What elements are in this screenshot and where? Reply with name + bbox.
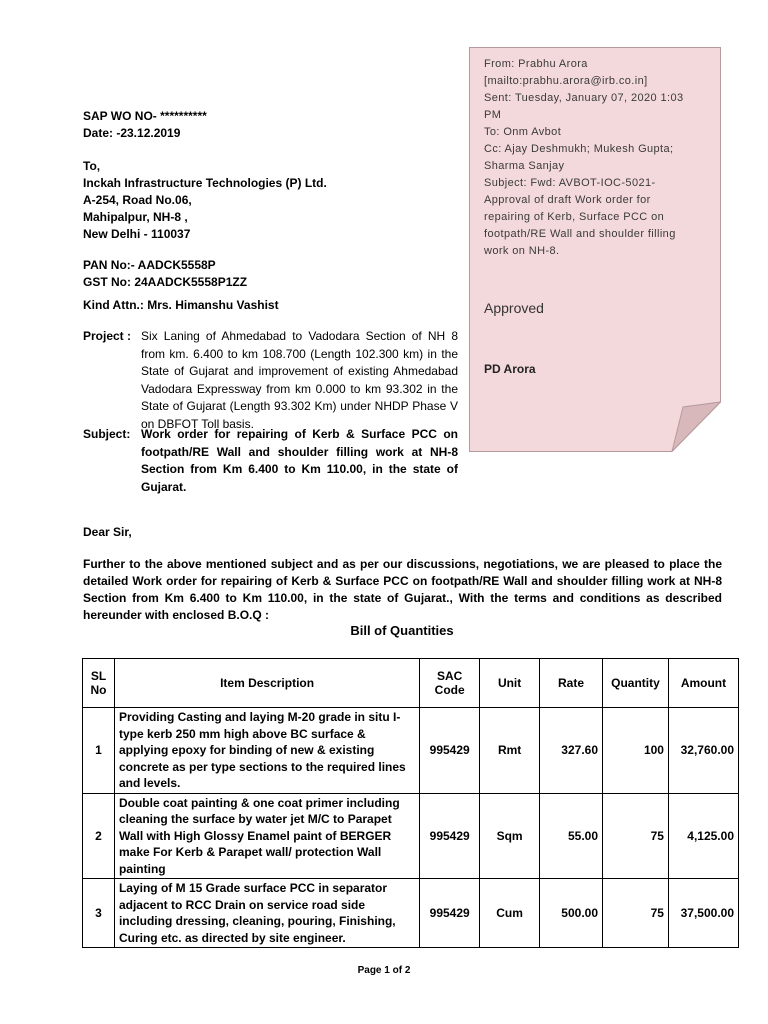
project-description: Six Laning of Ahmedabad to Vadodara Section of NH 8 from km. 6.400 to km 108.700 (Length 102.300 km) in the State of Gujarat and improvement of existing Ahmedabad Vadodara Expressway from km 0.000 to km 93.302 in the State of Gujarat (Length 93.302 Km) under NHDP Phase V on DBFOT Toll basis.: [141, 329, 458, 431]
email-cc-cont: Sharma Sanjay: [484, 160, 565, 172]
email-to: To: Onm Avbot: [484, 126, 562, 138]
cell-unit: Sqm: [480, 793, 540, 879]
approver-signature: PD Arora: [484, 362, 536, 376]
email-sent: Sent: Tuesday, January 07, 2020 1:03: [484, 92, 684, 104]
email-header-text: [484, 56, 712, 260]
address-line: Mahipalpur, NH-8 ,: [83, 210, 188, 224]
table-row: [83, 793, 739, 879]
header-rate: Rate: [540, 659, 603, 708]
email-mailto: [mailto:prabhu.arora@irb.co.in]: [484, 75, 648, 87]
boq-title: Bill of Quantities: [350, 623, 454, 638]
cell-sac: 995429: [420, 793, 480, 879]
salutation: Dear Sir,: [83, 525, 132, 539]
email-subject-cont: work on NH-8.: [484, 245, 560, 257]
cell-description: Double coat painting & one coat primer including cleaning the surface by water jet M/C to Parapet Wall with High Glossy Enamel paint of BERGER make For Kerb & Parapet wall/ protection Wall painting: [114, 793, 419, 879]
email-subject-cont: Approval of draft Work order for: [484, 194, 651, 206]
to-label: To,: [83, 159, 101, 173]
gst-number: GST No: 24AADCK5558P1ZZ: [83, 275, 248, 289]
cell-quantity: 100: [603, 708, 669, 794]
cell-unit: Cum: [480, 879, 540, 948]
cell-rate: 327.60: [540, 708, 603, 794]
cell-rate: 55.00: [540, 793, 603, 879]
approval-sticky-note: [469, 47, 721, 452]
page-number: Page 1 of 2: [357, 965, 411, 976]
subject-description: Work order for repairing of Kerb & Surface PCC on footpath/RE Wall and shoulder filling work at NH-8 Section from Km 6.400 to Km 110.00, in the state of Gujarat.: [141, 427, 458, 494]
cell-amount: 4,125.00: [668, 793, 738, 879]
kind-attention: Kind Attn.: Mrs. Himanshu Vashist: [83, 298, 279, 312]
body-paragraph: Further to the above mentioned subject and as per our discussions, negotiations, we are pleased to place the detailed Work order for repairing of Kerb & Surface PCC on footpath/RE Wall and shoulder filling work at NH-8 Section from Km 6.400 to Km 110.00, in the state of Gujarat., With the terms and conditions as described hereunder with enclosed B.O.Q :: [83, 557, 722, 622]
cell-sl: 3: [83, 879, 115, 948]
table-row: [83, 708, 739, 794]
approved-text: Approved: [484, 300, 544, 316]
cell-unit: Rmt: [480, 708, 540, 794]
email-subject-cont: footpath/RE Wall and shoulder filling: [484, 228, 676, 240]
cell-sac: 995429: [420, 879, 480, 948]
cell-sl: 2: [83, 793, 115, 879]
document-date: Date: -23.12.2019: [83, 126, 181, 140]
email-subject: Subject: Fwd: AVBOT-IOC-5021-: [484, 177, 656, 189]
cell-description: Providing Casting and laying M-20 grade in situ I-type kerb 250 mm high above BC surface & applying epoxy for binding of new & existing concrete as per type sections to the required lines and levels.: [114, 708, 419, 794]
sap-wo-number: SAP WO NO- **********: [83, 109, 207, 123]
boq-table: [82, 658, 739, 948]
header-item-description: Item Description: [114, 659, 419, 708]
cell-amount: 37,500.00: [668, 879, 738, 948]
header-sl-no: SL No: [83, 659, 115, 708]
cell-quantity: 75: [603, 879, 669, 948]
header-sac-code: SAC Code: [420, 659, 480, 708]
address-line: New Delhi - 110037: [83, 227, 191, 241]
table-header-row: [83, 659, 739, 708]
email-subject-cont: repairing of Kerb, Surface PCC on: [484, 211, 665, 223]
header-amount: Amount: [668, 659, 738, 708]
header-quantity: Quantity: [603, 659, 669, 708]
cell-sac: 995429: [420, 708, 480, 794]
cell-description: Laying of M 15 Grade surface PCC in separator adjacent to RCC Drain on service road side including dressing, cleaning, pouring, Finishing, Curing etc. as directed by site engineer.: [114, 879, 419, 948]
email-from: From: Prabhu Arora: [484, 58, 588, 70]
project-label: Project :: [83, 329, 132, 343]
cell-sl: 1: [83, 708, 115, 794]
table-row: [83, 879, 739, 948]
cell-amount: 32,760.00: [668, 708, 738, 794]
cell-quantity: 75: [603, 793, 669, 879]
cell-rate: 500.00: [540, 879, 603, 948]
recipient-company: Inckah Infrastructure Technologies (P) Ltd.: [83, 176, 327, 190]
email-cc: Cc: Ajay Deshmukh; Mukesh Gupta;: [484, 143, 674, 155]
subject-label: Subject:: [83, 427, 131, 441]
header-unit: Unit: [480, 659, 540, 708]
email-sent-cont: PM: [484, 109, 502, 121]
pan-number: PAN No:- AADCK5558P: [83, 258, 216, 272]
address-line: A-254, Road No.06,: [83, 193, 192, 207]
